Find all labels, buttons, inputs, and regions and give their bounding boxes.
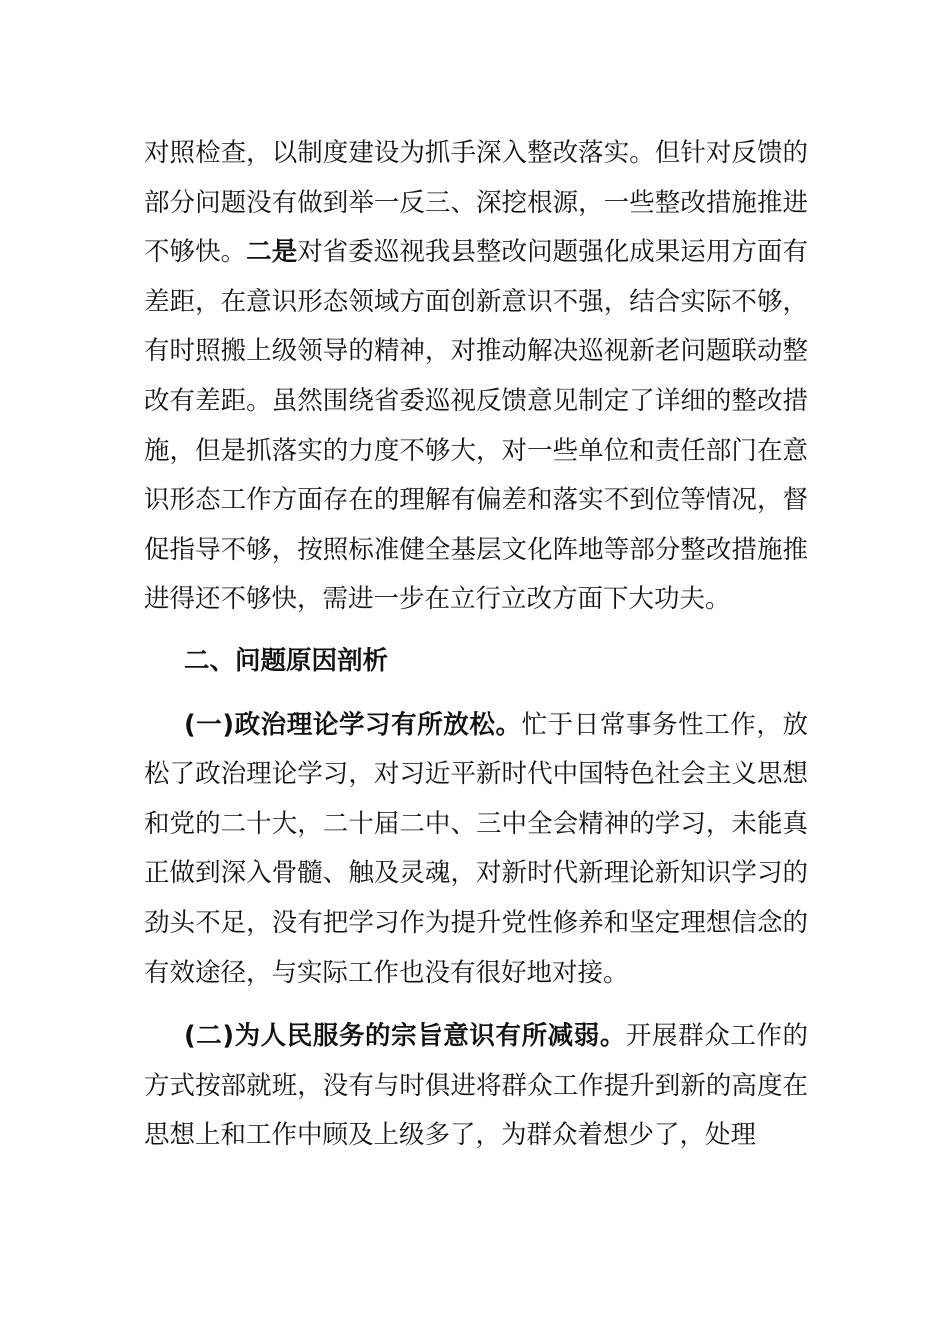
item-2-title: (二)为人民服务的宗旨意识有所减弱。: [184, 1021, 626, 1052]
item-2-paragraph: [144, 1012, 808, 1161]
item-1-paragraph: [144, 701, 808, 999]
section-heading: 二、问题原因剖析: [184, 645, 389, 676]
intro-bold-marker: 二是: [246, 237, 298, 268]
spacer: [144, 998, 808, 1012]
item-2-body: 开展群众工作的方式按部就班，没有与时俱进将群众工作提升到新的高度在思想上和工作中顾及上级多了，为群众着想少了，处理: [144, 1021, 808, 1151]
item-1-body: 忙于日常事务性工作，放松了政治理论学习，对习近平新时代中国特色社会主义思想和党的二十大，二十届二中、三中全会精神的学习，未能真正做到深入骨髓、触及灵魂，对新时代新理论新知识学习的劲头不足，没有把学习作为提升党性修养和坚定理想信念的有效途径，与实际工作也没有很好地对接。: [144, 709, 808, 988]
spacer: [144, 625, 808, 637]
intro-paragraph: [144, 129, 808, 625]
document-body: [144, 129, 808, 1161]
spacer: [144, 687, 808, 701]
item-1-title: (一)政治理论学习有所放松。: [184, 709, 522, 740]
intro-text-part1: 对照检查，以制度建设为抓手深入整改落实。但针对反馈的部分问题没有做到举一反三、深挖根源，一些整改措施推进不够快。: [144, 138, 808, 268]
intro-text-part2: 对省委巡视我县整改问题强化成果运用方面有差距，在意识形态领域方面创新意识不强，结合实际不够，有时照搬上级领导的精神，对推动解决巡视新老问题联动整改有差距。虽然围绕省委巡视反馈意见制定了详细的整改措施，但是抓落实的力度不够大，对一些单位和责任部门在意识形态工作方面存在的理解有偏差和落实不到位等情况，督促指导不够，按照标准健全基层文化阵地等部分整改措施推进得还不够快，需进一步在立行立改方面下大功夫。: [144, 237, 808, 615]
